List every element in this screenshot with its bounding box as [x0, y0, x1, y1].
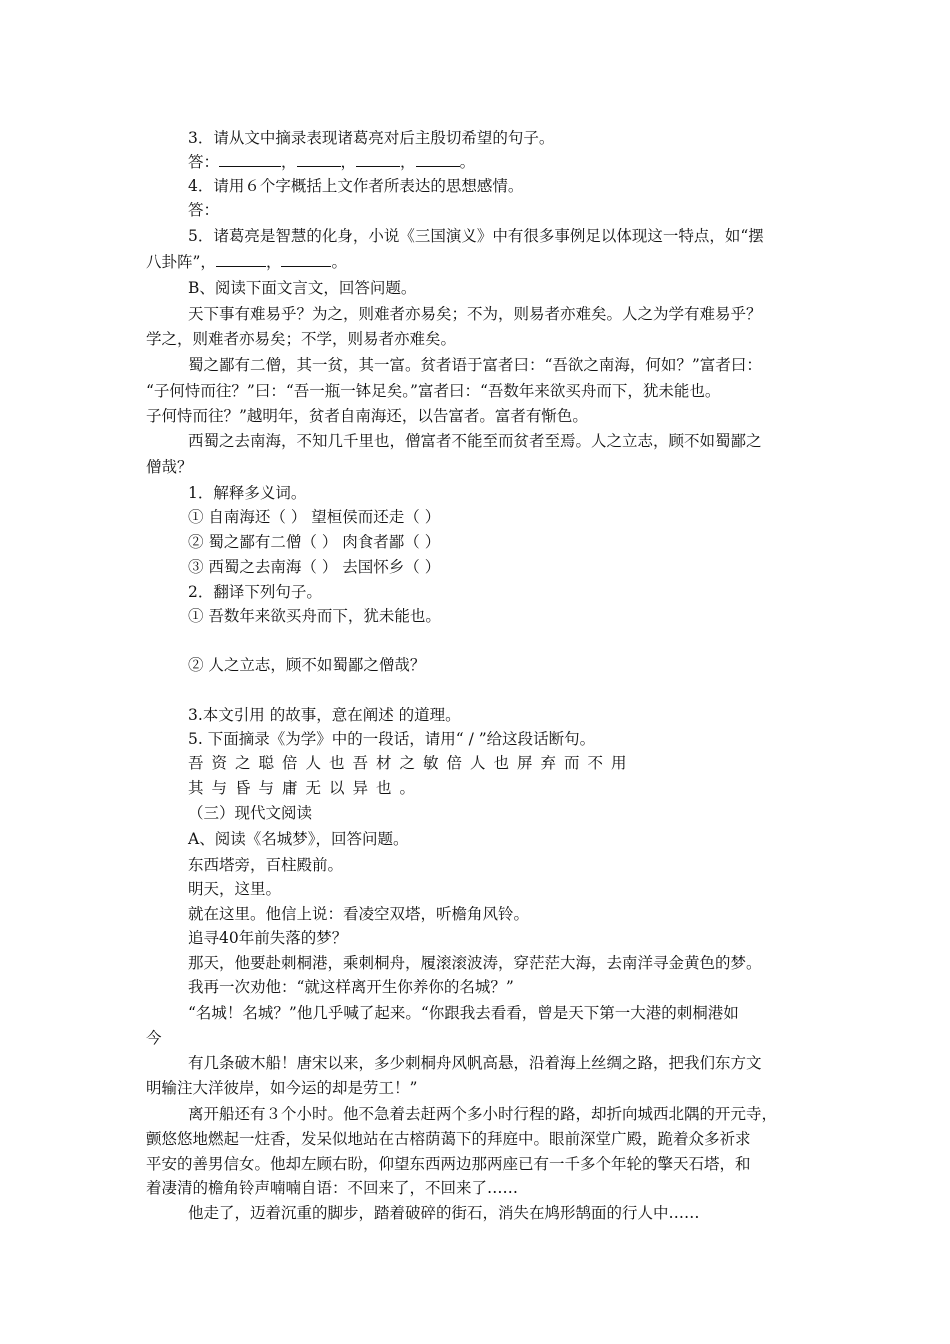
story-line: 那天，他要赴刺桐港，乘刺桐舟，履滚滚波涛，穿茫茫大海，去南洋寻金黄色的梦。 — [188, 954, 762, 972]
question-b1: 1．解释多义词。 — [188, 484, 307, 502]
story-line: 我再一次劝他：“就这样离开生你养你的名城？” — [188, 978, 514, 996]
story-line: 他走了，迈着沉重的脚步，踏着破碎的街石，消失在鸠形鹄面的行人中…… — [188, 1204, 700, 1222]
answer-blank[interactable] — [297, 150, 341, 167]
question-b2-item: ① 吾数年来欲买舟而下，犹未能也。 — [188, 607, 441, 625]
question-b5-text: 吾资之聪倍人也吾材之敏倍人也屏弃而不用 — [188, 754, 635, 772]
question-b2: 2．翻译下列句子。 — [188, 583, 322, 601]
story-line: 明输注大洋彼岸，如今运的却是劳工！” — [146, 1079, 418, 1097]
answer-blank[interactable] — [216, 250, 266, 267]
story-line: 东西塔旁，百柱殿前。 — [188, 856, 344, 874]
story-line: 着凄清的檐角铃声喃喃自语：不回来了，不回来了…… — [146, 1179, 519, 1197]
question-3: 3．请从文中摘录表现诸葛亮对后主殷切希望的句子。 — [188, 129, 555, 147]
answer-label: 答： — [188, 153, 220, 171]
answer-blank[interactable] — [356, 150, 400, 167]
passage-line: 子何恃而往？”越明年，贫者自南海还，以告富者。富者有惭色。 — [146, 407, 588, 425]
question-b2-item: ② 人之立志，顾不如蜀鄙之僧哉？ — [188, 656, 426, 674]
story-line: 明天，这里。 — [188, 880, 282, 898]
story-line: 有几条破木船！唐宋以来，多少刺桐舟风帆高悬，沿着海上丝绸之路，把我们东方文 — [188, 1054, 762, 1072]
passage-line: 学之，则难者亦易矣；不学，则易者亦难矣。 — [146, 330, 457, 348]
story-line: 离开船还有３个小时。他不急着去赶两个多小时行程的路，却折向城西北隅的开元寺， — [188, 1105, 778, 1123]
passage-line: “子何恃而往？”曰：“吾一瓶一钵足矣。”富者曰：“吾数年来欲买舟而下，犹未能也。 — [146, 382, 721, 400]
story-line: 平安的善男信女。他却左顾右盼，仰望东西两边那两座已有一千多个年轮的擎天石塔，和 — [146, 1155, 751, 1173]
question-b5: 5. 下面摘录《为学》中的一段话，请用“ / ”给这段话断句。 — [188, 730, 596, 748]
answer-line-3: 答： ， ， ， 。 — [188, 150, 475, 174]
answer-blank[interactable] — [416, 150, 460, 167]
section-b-heading: B、阅读下面文言文，回答问题。 — [188, 279, 417, 297]
story-line: 就在这里。他信上说：看凌空双塔，听檐角风铃。 — [188, 905, 530, 923]
answer-blank[interactable] — [281, 250, 331, 267]
passage-line: 蜀之鄙有二僧，其一贫，其一富。贫者语于富者曰：“吾欲之南海，何如？”富者曰： — [188, 356, 762, 374]
question-b1-item: ③ 西蜀之去南海（ ） 去国怀乡（ ） — [188, 558, 441, 576]
passage-line: 僧哉？ — [146, 458, 193, 476]
passage-line: 天下事有难易乎？为之，则难者亦易矣；不为，则易者亦难矣。人之为学有难易乎？ — [188, 305, 762, 323]
question-b1-item: ② 蜀之鄙有二僧（ ） 肉食者鄙（ ） — [188, 533, 441, 551]
answer-line-4: 答： — [188, 201, 220, 219]
section-a-heading: A、阅读《名城梦》，回答问题。 — [188, 830, 409, 848]
story-line: 今 — [146, 1029, 162, 1047]
question-5-line-2: 八卦阵”， ， 。 — [146, 250, 347, 274]
answer-blank[interactable] — [219, 150, 281, 167]
question-5-line-1: 5．诸葛亮是智慧的化身，小说《三国演义》中有很多事例足以体现这一特点，如“摆 — [188, 227, 764, 245]
story-line: 追寻40年前失落的梦？ — [188, 929, 348, 947]
story-line: “名城！名城？”他几乎喊了起来。“你跟我去看看，曾是天下第一大港的刺桐港如 — [188, 1004, 739, 1022]
question-b1-item: ① 自南海还（ ） 望桓侯而还走（ ） — [188, 508, 441, 526]
question-b3: 3.本文引用 的故事，意在阐述 的道理。 — [188, 706, 461, 724]
question-4: 4．请用６个字概括上文作者所表达的思想感情。 — [188, 177, 524, 195]
story-line: 颤悠悠地燃起一炷香，发呆似地站在古榕荫蔼下的拜庭中。眼前深堂广殿，跪着众多祈求 — [146, 1130, 751, 1148]
question-b5-text: 其与昏与庸无以异也。 — [188, 779, 424, 797]
passage-line: 西蜀之去南海，不知几千里也，僧富者不能至而贫者至焉。人之立志，顾不如蜀鄙之 — [188, 432, 762, 450]
section-3-heading: （三）现代文阅读 — [188, 804, 313, 822]
